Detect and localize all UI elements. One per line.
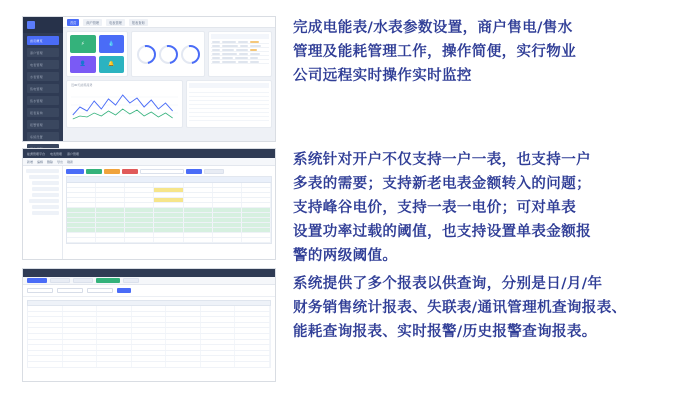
table-header <box>211 34 269 39</box>
dashboard-lower-row <box>63 80 275 131</box>
report-table <box>23 297 275 371</box>
toolbar-delete[interactable]: 删除 <box>47 159 54 164</box>
paragraph-3-line-2: 财务销售统计报表、失联表/通讯管理机查询报表、 <box>293 300 627 316</box>
paragraph-2-line-2: 多表的需要；支持新老电表金额转入的问题； <box>293 176 591 192</box>
titlebar-section[interactable]: 电表管理 <box>50 151 63 156</box>
paragraph-3-line-1: 系统提供了多个报表以供查询，分别是日/月/年 <box>293 276 603 292</box>
filter-more[interactable] <box>204 169 224 174</box>
titlebar-app: 能源管理平台 <box>27 151 46 156</box>
sidebar-item-1[interactable]: 商户管理 <box>27 48 59 57</box>
toolbar-print[interactable] <box>123 278 139 283</box>
table-row[interactable] <box>211 60 269 64</box>
screenshot-dashboard <box>22 16 276 142</box>
tree-node[interactable] <box>32 211 59 215</box>
toolbar-edit[interactable]: 编辑 <box>37 159 44 164</box>
meter-table-area <box>63 166 275 259</box>
event-list <box>186 80 272 128</box>
sidebar-item-6[interactable]: 报表查询 <box>27 108 59 117</box>
meterlist-toolbar <box>23 158 275 166</box>
sidebar-item-5[interactable]: 售水管理 <box>27 96 59 105</box>
tree-node[interactable] <box>32 193 59 197</box>
tab-report[interactable]: 报表查询 <box>129 19 148 26</box>
search-button[interactable] <box>186 169 202 174</box>
tree-node[interactable] <box>29 199 59 203</box>
tab-merchant[interactable]: 商户管理 <box>83 19 102 26</box>
sidebar-item-8[interactable]: 系统设置 <box>27 132 59 141</box>
tree-node[interactable] <box>32 187 59 191</box>
trend-chart <box>66 80 183 128</box>
report-toolbar <box>23 277 275 285</box>
area-tree <box>23 166 63 259</box>
paragraph-2-line-5: 警的两级阈值。 <box>293 248 398 264</box>
toolbar-export[interactable]: 导出 <box>57 159 64 164</box>
app-logo <box>23 17 63 33</box>
dashboard-main <box>63 17 275 141</box>
paragraph-2-line-1: 系统针对开户不仅支持一户一表，也支持一户 <box>293 152 591 168</box>
filter-normal[interactable] <box>86 169 102 174</box>
filter-all[interactable] <box>66 169 84 174</box>
tile-electric-icon[interactable]: ⚡ <box>70 35 96 53</box>
dashboard-tabs <box>63 17 275 28</box>
paragraph-2-line-4: 设置功率过载的阈值，也支持设置单表金额报 <box>293 224 591 240</box>
merchant-field[interactable] <box>87 288 113 293</box>
paragraph-3 <box>293 272 681 344</box>
tree-node[interactable] <box>29 175 59 179</box>
toolbar-refresh[interactable]: 刷新 <box>67 159 74 164</box>
gauge-electric <box>137 45 156 64</box>
sidebar-item-3[interactable]: 水表管理 <box>27 72 59 81</box>
tile-user-icon[interactable]: 👤 <box>70 56 96 74</box>
toolbar-month-report[interactable] <box>50 278 70 283</box>
sidebar-item-0[interactable]: 首页概览 <box>27 36 59 45</box>
report-query-bar <box>23 285 275 297</box>
sidebar-item-2[interactable]: 电表管理 <box>27 60 59 69</box>
filter-bar <box>66 169 272 174</box>
chart-title: 近30天能耗趋势 <box>71 83 93 87</box>
paragraph-1-line-1: 完成电能表/水表参数设置，商户售电/售水 <box>293 20 573 36</box>
end-date-field[interactable] <box>57 288 83 293</box>
tree-node[interactable] <box>32 181 59 185</box>
paragraph-1-line-3: 公司远程实时操作实时监控 <box>293 68 472 84</box>
paragraph-3-line-3: 能耗查询报表、实时报警/历史报警查询报表。 <box>293 324 597 340</box>
gauge-panel <box>131 31 205 77</box>
toolbar-add[interactable]: 新增 <box>27 159 34 164</box>
toolbar-year-report[interactable] <box>73 278 93 283</box>
tree-node[interactable] <box>26 169 59 173</box>
table-row[interactable] <box>67 238 271 243</box>
tab-home[interactable]: 首页 <box>67 19 79 26</box>
paragraph-2 <box>293 148 681 268</box>
meterlist-body <box>23 166 275 259</box>
start-date-field[interactable] <box>27 288 53 293</box>
tile-water-icon[interactable]: 💧 <box>99 35 125 53</box>
query-button[interactable] <box>117 288 131 293</box>
toolbar-day-report[interactable] <box>27 278 47 283</box>
titlebar-section-2[interactable]: 商户管理 <box>67 151 80 156</box>
table-row[interactable] <box>27 362 271 368</box>
logo-icon <box>27 21 35 29</box>
report-titlebar <box>23 269 275 277</box>
sidebar-item-7[interactable]: 报警管理 <box>27 120 59 129</box>
tab-meter[interactable]: 电表管理 <box>106 19 125 26</box>
dashboard-sidebar <box>23 17 63 141</box>
screenshot-report <box>22 268 276 382</box>
dashboard-cards-row <box>63 28 275 80</box>
filter-offline[interactable] <box>122 169 138 174</box>
filter-search-input[interactable] <box>140 169 184 174</box>
paragraph-1 <box>293 16 681 88</box>
meter-table <box>66 176 272 244</box>
tree-node[interactable] <box>32 205 59 209</box>
paragraph-2-line-3: 支持峰谷电价，支持一表一电价；可对单表 <box>293 200 577 216</box>
event-list-header <box>189 83 269 88</box>
meterlist-titlebar <box>23 149 275 158</box>
list-item[interactable] <box>189 117 269 121</box>
gauge-sales <box>181 45 200 64</box>
screenshot-meter-list <box>22 148 276 260</box>
chart-line-icon <box>71 89 178 123</box>
tile-alarm-icon[interactable]: 🔔 <box>99 56 125 74</box>
paragraph-1-line-2: 管理及能耗管理工作，操作简便，实行物业 <box>293 44 577 60</box>
toolbar-export-excel[interactable] <box>96 278 120 283</box>
filter-arrears[interactable] <box>104 169 120 174</box>
kpi-tiles <box>66 31 128 77</box>
summary-table <box>208 31 272 77</box>
sidebar-item-4[interactable]: 售电管理 <box>27 84 59 93</box>
gauge-water <box>159 45 178 64</box>
